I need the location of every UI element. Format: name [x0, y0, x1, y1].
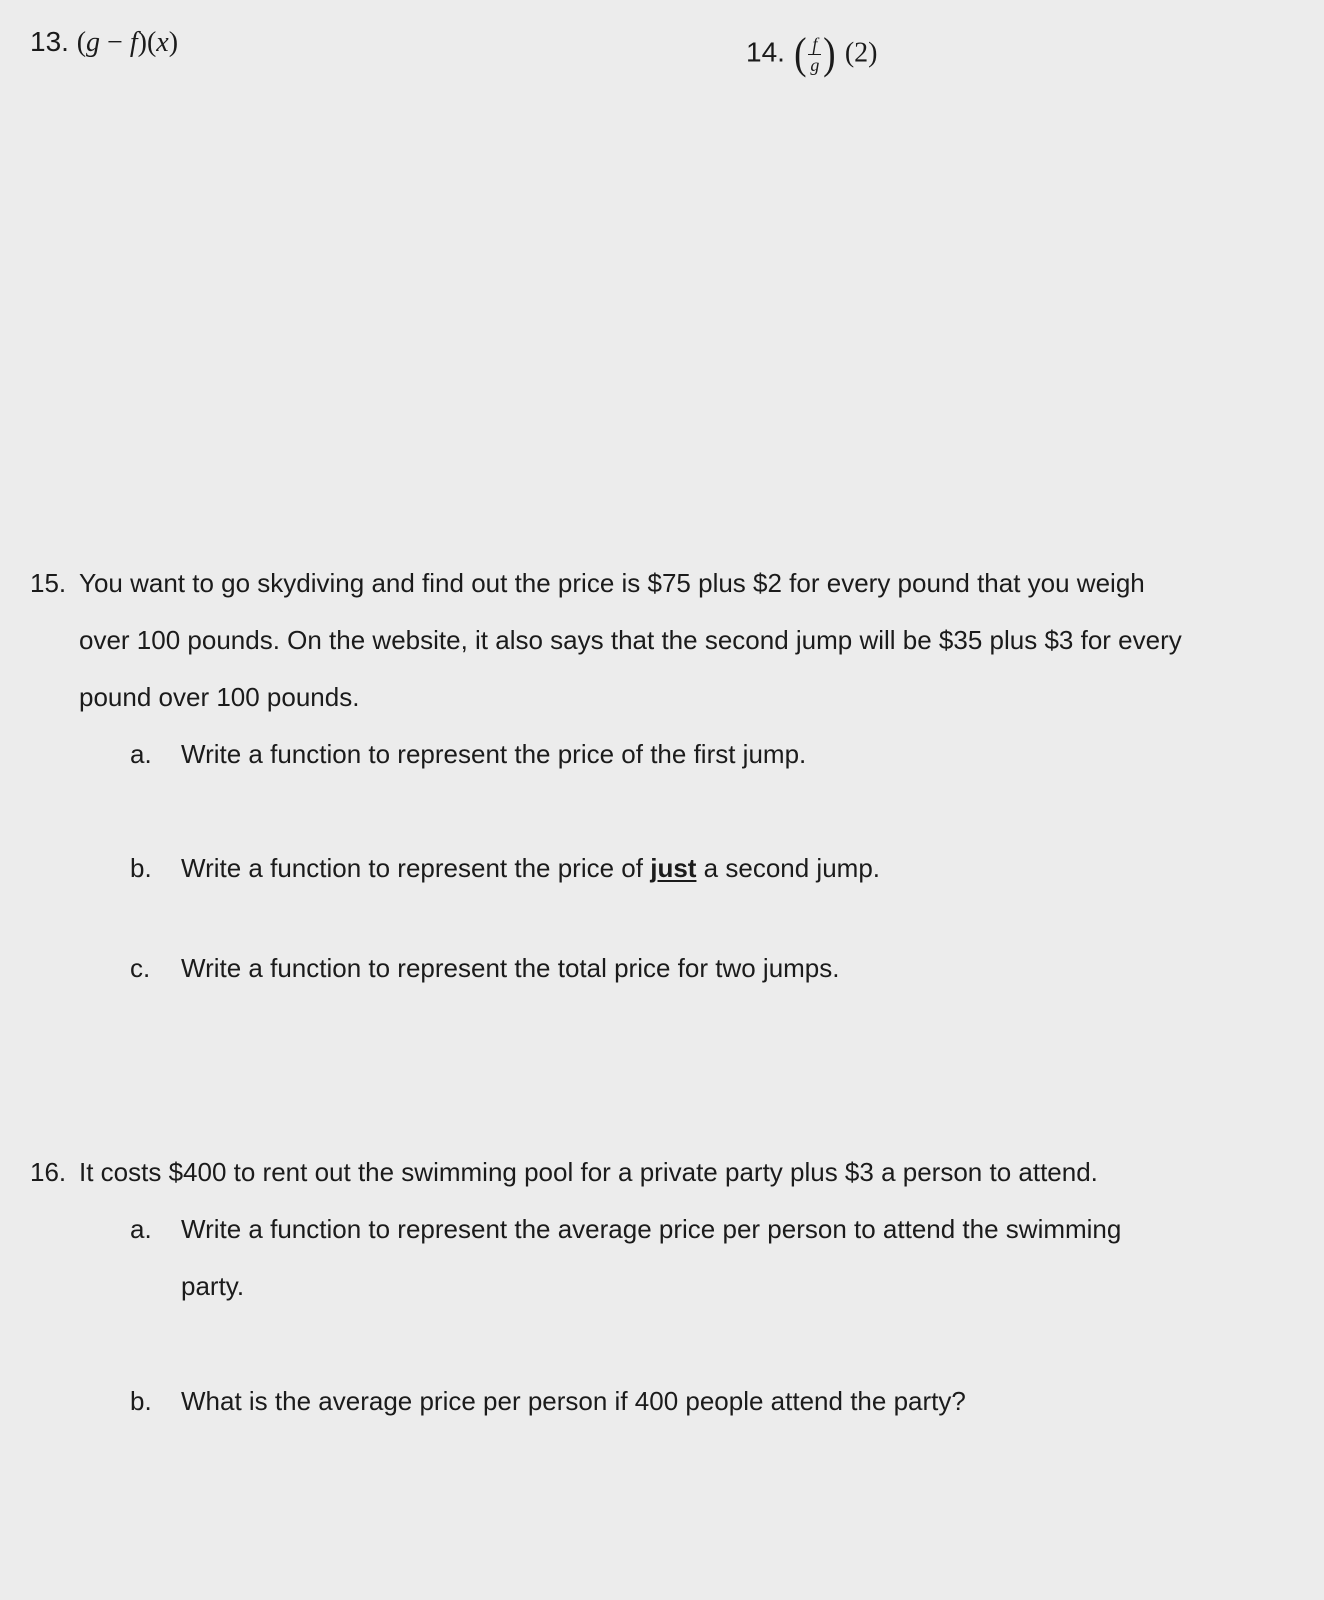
question-14: [746, 29, 878, 78]
question-16a-line-1: Write a function to represent the average price per person to attend the swimming: [181, 1214, 1122, 1244]
question-16a-letter: a.: [130, 1214, 152, 1244]
question-15a-text: Write a function to represent the price of the first jump.: [181, 739, 807, 769]
question-13-number: 13.: [30, 26, 69, 57]
question-15a-letter: a.: [130, 739, 152, 769]
question-13-expression: (g − f)(x): [76, 27, 179, 58]
question-15-line-3: pound over 100 pounds.: [79, 682, 360, 712]
question-13: [30, 24, 178, 61]
question-16b-letter: b.: [130, 1386, 152, 1416]
question-15b-letter: b.: [130, 853, 152, 883]
question-16a-line-2: party.: [181, 1271, 245, 1301]
question-16b-text: What is the average price per person if 400 people attend the party?: [181, 1386, 966, 1416]
question-15-number: 15.: [30, 568, 67, 598]
question-14-number: 14.: [746, 36, 785, 68]
question-14-expression: ( $\frac{f}{g}$ ): [793, 29, 836, 78]
question-15-line-2: over 100 pounds. On the website, it also says that the second jump will be $35 plus $3 for every: [79, 625, 1182, 655]
question-15c-letter: c.: [130, 953, 151, 983]
question-15-line-1: You want to go skydiving and find out the price is $75 plus $2 for every pound that you weigh: [79, 568, 1145, 598]
question-14-argument: (2): [844, 37, 878, 69]
question-16-line: It costs $400 to rent out the swimming pool for a private party plus $3 a person to attend.: [79, 1157, 1098, 1187]
emphasis-just: just: [650, 853, 697, 883]
fraction-f-over-g: $\frac{f}{g}$: [810, 33, 820, 75]
question-15b-text: Write a function to represent the price of just a second jump.: [181, 853, 881, 883]
question-15c-text: Write a function to represent the total price for two jumps.: [181, 953, 840, 983]
question-16-number: 16.: [30, 1157, 67, 1187]
